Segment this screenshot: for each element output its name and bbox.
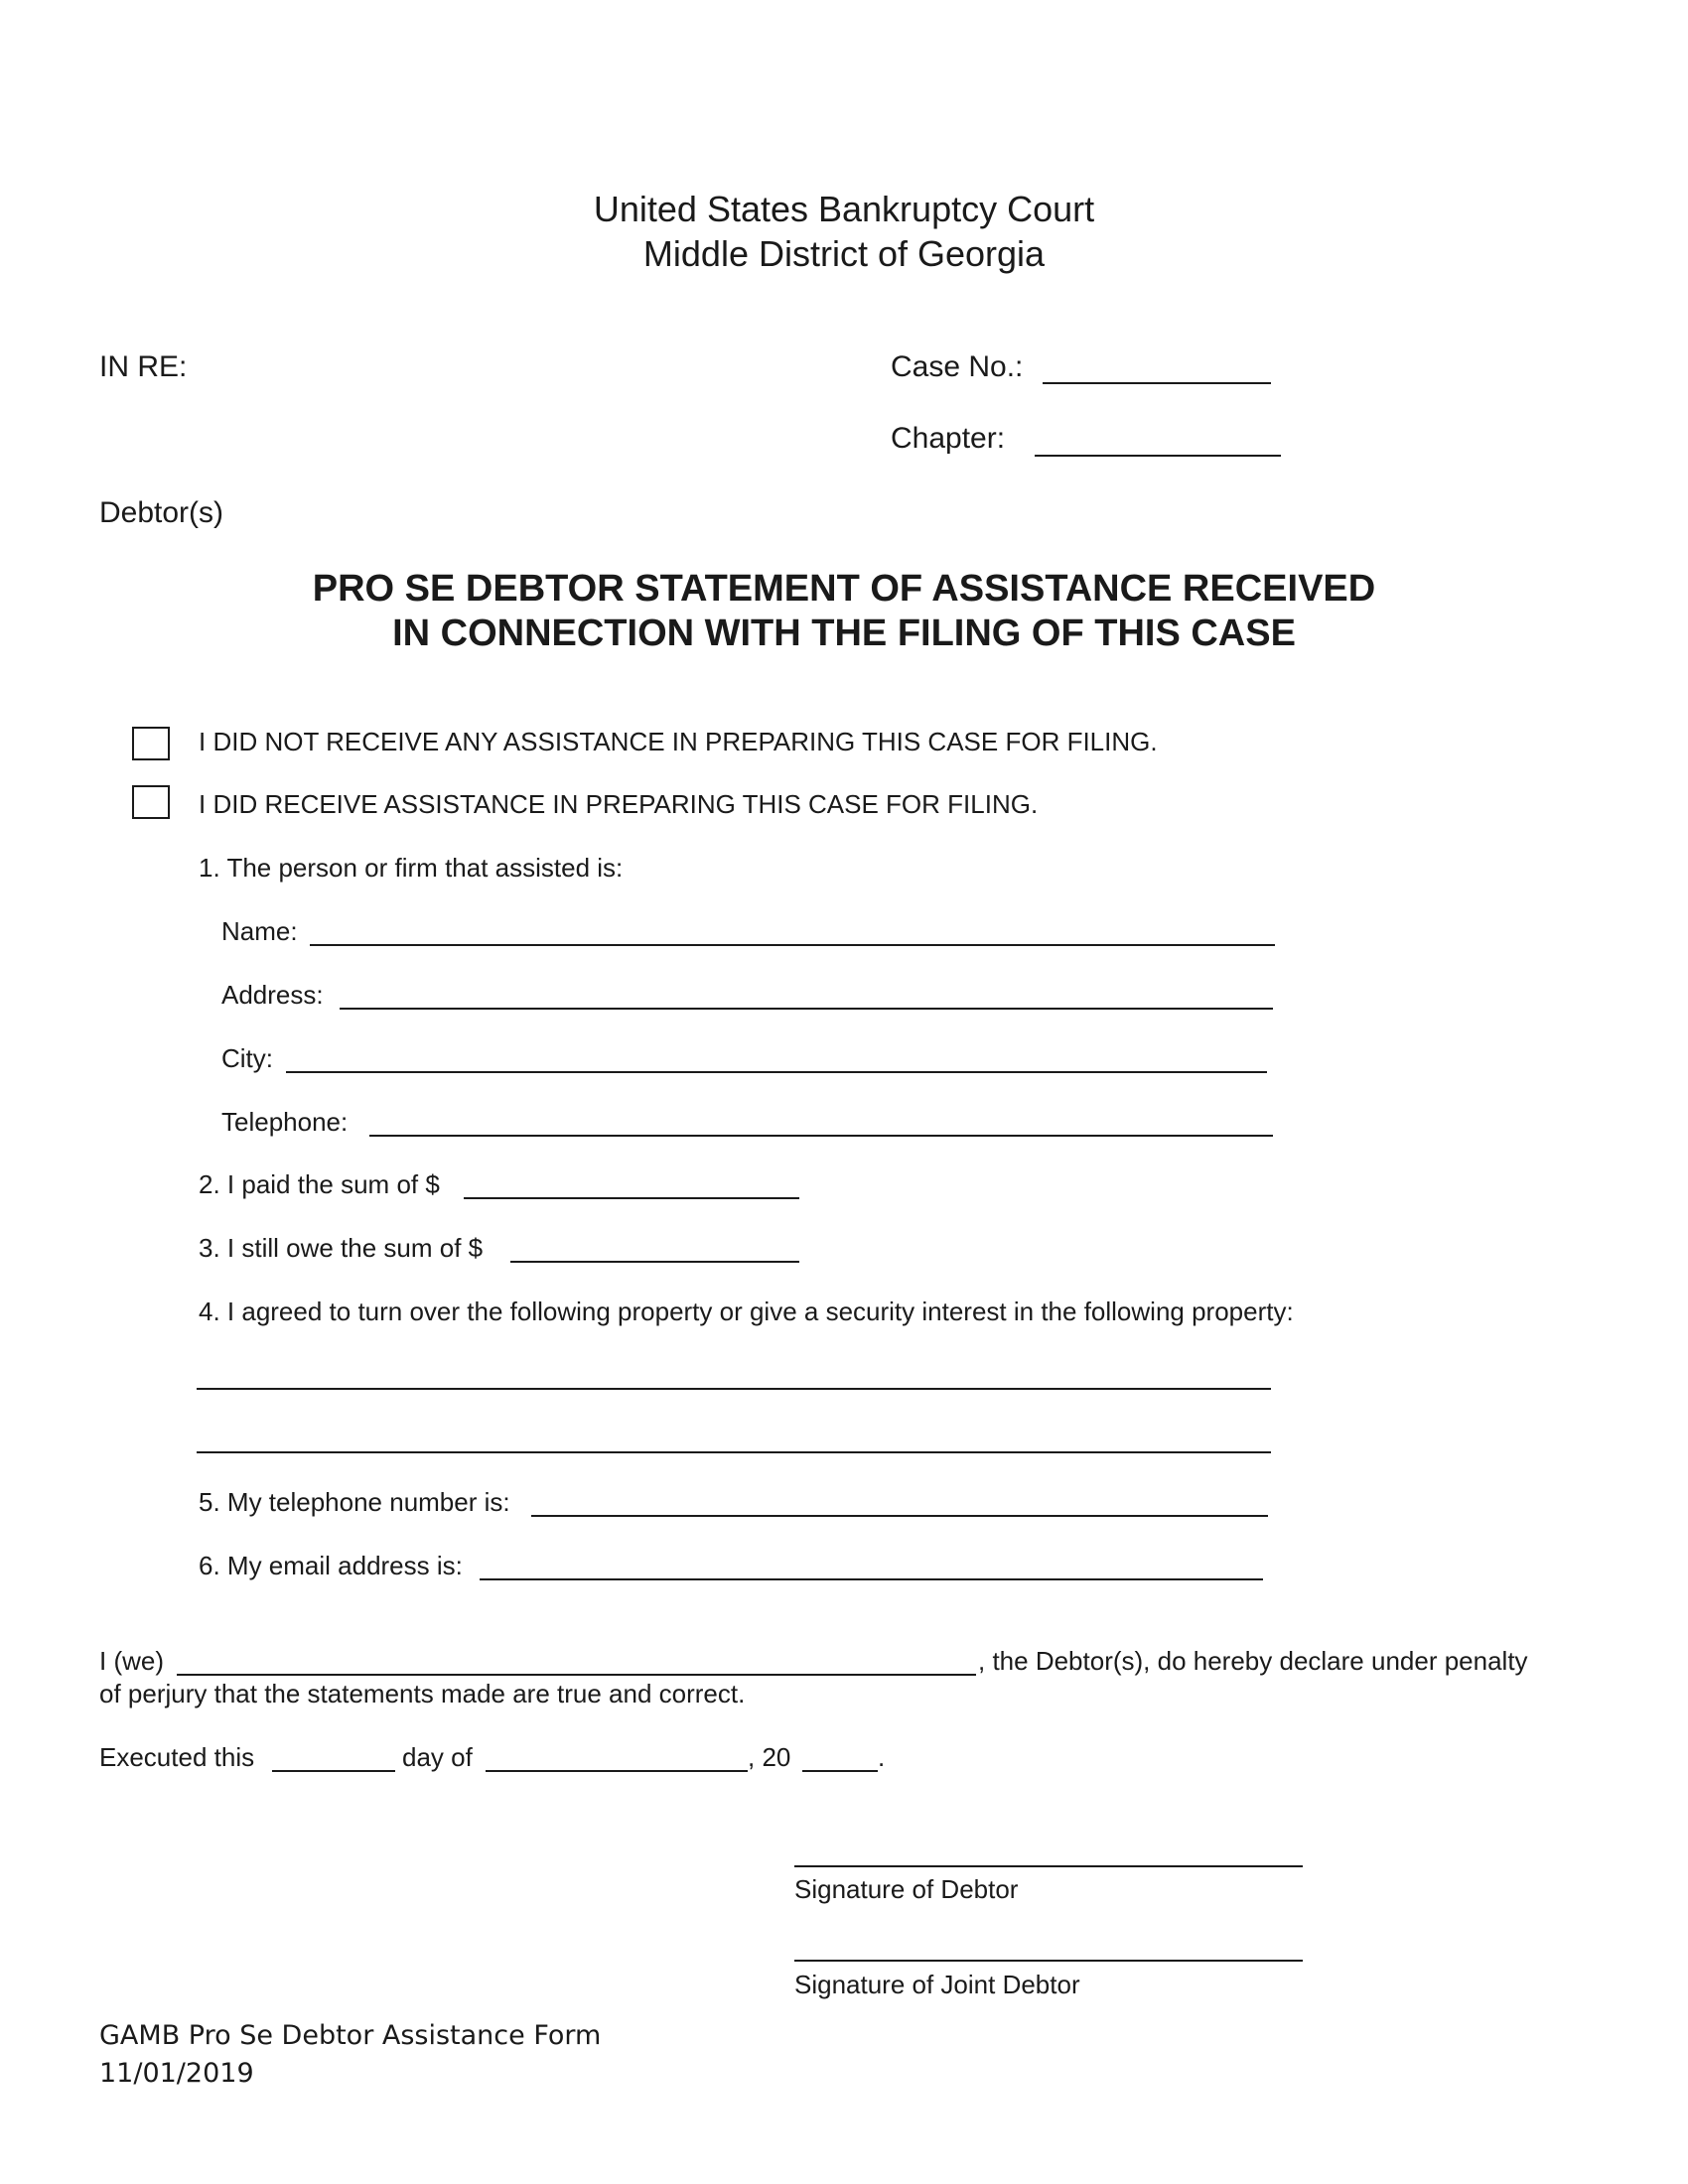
- property-field-line2[interactable]: [197, 1451, 1271, 1453]
- year-prefix-label: , 20: [748, 1742, 791, 1772]
- did-assistance-checkbox[interactable]: [132, 785, 170, 819]
- executed-this-label: Executed this: [99, 1742, 255, 1772]
- debtors-label: Debtor(s): [99, 496, 224, 529]
- city-field[interactable]: [286, 1071, 1267, 1073]
- paid-sum-field[interactable]: [464, 1197, 799, 1199]
- chapter-label: Chapter:: [891, 422, 1006, 455]
- executed-day-field[interactable]: [272, 1770, 395, 1772]
- joint-debtor-signature-label: Signature of Joint Debtor: [794, 1970, 1080, 1999]
- court-district: Middle District of Georgia: [642, 233, 1046, 274]
- did-assistance-label: I DID RECEIVE ASSISTANCE IN PREPARING THIS CASE FOR FILING.: [199, 789, 1039, 819]
- debtor-telephone-field[interactable]: [531, 1515, 1268, 1517]
- telephone-field[interactable]: [369, 1135, 1273, 1137]
- form-title-line2: IN CONNECTION WITH THE FILING OF THIS CASE: [392, 613, 1296, 654]
- executed-period: .: [878, 1742, 886, 1772]
- executed-month-field[interactable]: [486, 1770, 748, 1772]
- form-title-line1: PRO SE DEBTOR STATEMENT OF ASSISTANCE RECEIVED: [312, 568, 1376, 610]
- address-label: Address:: [221, 980, 324, 1010]
- item5-text: 5. My telephone number is:: [199, 1487, 510, 1517]
- city-label: City:: [221, 1043, 273, 1073]
- declaration-i-we: I (we): [99, 1646, 164, 1676]
- name-field[interactable]: [310, 944, 1275, 946]
- executed-year-field[interactable]: [802, 1770, 878, 1772]
- item6-text: 6. My email address is:: [199, 1551, 463, 1580]
- property-field-line1[interactable]: [197, 1388, 1271, 1390]
- debtor-email-field[interactable]: [480, 1578, 1263, 1580]
- item2-text: 2. I paid the sum of $: [199, 1169, 440, 1199]
- debtor-signature-line[interactable]: [794, 1865, 1303, 1867]
- no-assistance-checkbox[interactable]: [132, 727, 170, 760]
- joint-debtor-signature-line[interactable]: [794, 1960, 1303, 1962]
- chapter-field[interactable]: [1035, 455, 1281, 457]
- name-label: Name:: [221, 916, 298, 946]
- case-no-field[interactable]: [1043, 382, 1271, 384]
- case-no-label: Case No.:: [891, 350, 1024, 383]
- owed-sum-field[interactable]: [510, 1261, 799, 1263]
- in-re-label: IN RE:: [99, 350, 188, 383]
- declaration-line1-rest: , the Debtor(s), do hereby declare under penalty: [978, 1646, 1528, 1676]
- telephone-label: Telephone:: [221, 1107, 349, 1137]
- no-assistance-label: I DID NOT RECEIVE ANY ASSISTANCE IN PREPARING THIS CASE FOR FILING.: [199, 727, 1158, 756]
- declaration-line2: of perjury that the statements made are true and correct.: [99, 1679, 746, 1708]
- day-of-label: day of: [402, 1742, 473, 1772]
- item1-text: 1. The person or firm that assisted is:: [199, 853, 624, 883]
- debtor-signature-label: Signature of Debtor: [794, 1874, 1019, 1904]
- item3-text: 3. I still owe the sum of $: [199, 1233, 484, 1263]
- item4-text: 4. I agreed to turn over the following property or give a security interest in the following property:: [199, 1297, 1294, 1326]
- court-name: United States Bankruptcy Court: [593, 189, 1095, 229]
- address-field[interactable]: [340, 1008, 1273, 1010]
- debtor-names-field[interactable]: [177, 1674, 976, 1676]
- footer-form-name: GAMB Pro Se Debtor Assistance Form: [99, 2020, 602, 2051]
- footer-date: 11/01/2019: [99, 2058, 254, 2089]
